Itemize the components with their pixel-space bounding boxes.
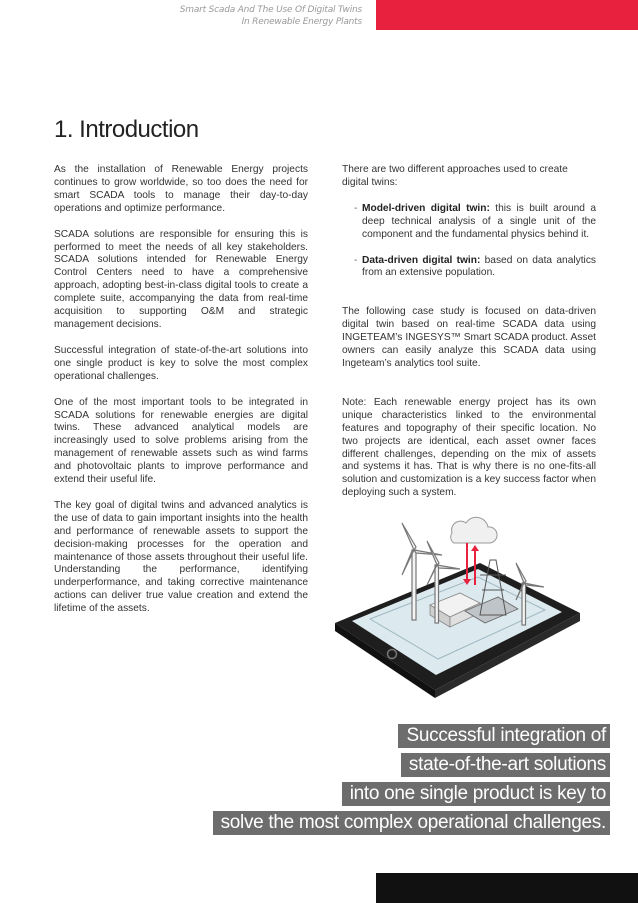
list-item — [354, 255, 596, 281]
cloud-icon — [451, 517, 497, 543]
paragraph: The key goal of digital twins and advanced analytics is the use of data to gain important insights into the health and performance of renewable assets to support the decision-making processes for the operation and maintenance of those assets throughout their useful life. Understanding the performance, identifying underperformance, and taking corrective maintenance actions can deliver true value creation and extend the lifetime of the assets. — [54, 499, 308, 615]
paragraph: SCADA solutions are responsible for ensuring this is performed to meet the needs of all key stakeholders. SCADA solutions intended for Renewable Energy Control Centers need to have a comprehensive approach, adopting best-in-class digital tools to create a complete suite, accompanying the data from real-time acquisition to supporting O&M and strategic management decisions. — [54, 228, 308, 330]
pull-quote-line: solve the most complex operational challenges. — [213, 811, 610, 835]
paragraph: Note: Each renewable energy project has its own unique characteristics linked to the environmental features and topography of their specific location. No two projects are identical, each asset owner faces different challenges, depending on the mix of assets and systems it has. That is why there is no one-fits-all solution and customization is a key success factor when deploying such a system. — [342, 396, 596, 499]
header-accent-bar — [376, 0, 638, 30]
paragraph: As the installation of Renewable Energy projects continues to grow worldwide, so too does the need for smart SCADA tools to manage their day-to-day operations and optimize performance. — [54, 164, 308, 214]
pull-quote-line: Successful integration of — [398, 724, 610, 748]
footer-bar — [376, 873, 638, 903]
running-header-line2: In Renewable Energy Plants — [241, 17, 362, 27]
bullet-label: Data-driven digital twin: — [362, 254, 481, 266]
dash-bullet: - — [354, 202, 358, 214]
arrow-head-shape — [471, 545, 479, 551]
approach-list — [342, 203, 596, 281]
turbine-blade-shape — [524, 583, 544, 587]
bullet-text: based on data analytics from an extensive population. — [362, 254, 597, 279]
turbine-blade-shape — [437, 565, 460, 569]
turbine-blade-shape — [402, 523, 416, 550]
turbine-tower-shape — [522, 583, 526, 625]
left-column — [54, 164, 308, 629]
running-header-line1: Smart Scada And The Use Of Digital Twins — [179, 5, 362, 15]
pull-quote — [110, 724, 610, 840]
bullet-text: this is built around a deep technical analysis of a single unit of the component and the fundamental physics behind it. — [362, 202, 596, 240]
running-header — [0, 4, 362, 28]
turbine-blade-shape — [414, 550, 442, 555]
list-item — [354, 203, 596, 242]
section-title: 1. Introduction — [54, 116, 199, 143]
paragraph: There are two different approaches used to create digital twins: — [342, 164, 568, 188]
pull-quote-line: into one single product is key to — [342, 782, 610, 806]
right-column — [342, 164, 596, 513]
pull-quote-line: state-of-the-art solutions — [401, 753, 610, 777]
bullet-label: Model-driven digital twin: — [362, 202, 490, 214]
turbine-tower-shape — [412, 550, 416, 620]
dash-bullet: - — [354, 254, 358, 266]
turbine-tower-shape — [435, 565, 439, 623]
paragraph: Successful integration of state-of-the-art solutions into one single product is key to solve the most complex operational challenges. — [54, 344, 308, 382]
paragraph: The following case study is focused on data-driven digital twin based on real-time SCADA data using INGETEAM’s INGESYS™ Smart SCADA product. Asset owners can easily analyze this SCADA data using Ingeteam’s analytics tool suite. — [342, 306, 596, 369]
turbine-blade-shape — [516, 563, 526, 583]
smartphone-wind-solar-cloud-illustration — [330, 505, 585, 715]
paragraph: One of the most important tools to be integrated in SCADA solutions for renewable energies are digital twins. These advanced analytical models are increasingly used to solve problems arising from the management of renewable assets such as wind farms and photovoltaic plants to improve performance and extend their useful life. — [54, 396, 308, 486]
